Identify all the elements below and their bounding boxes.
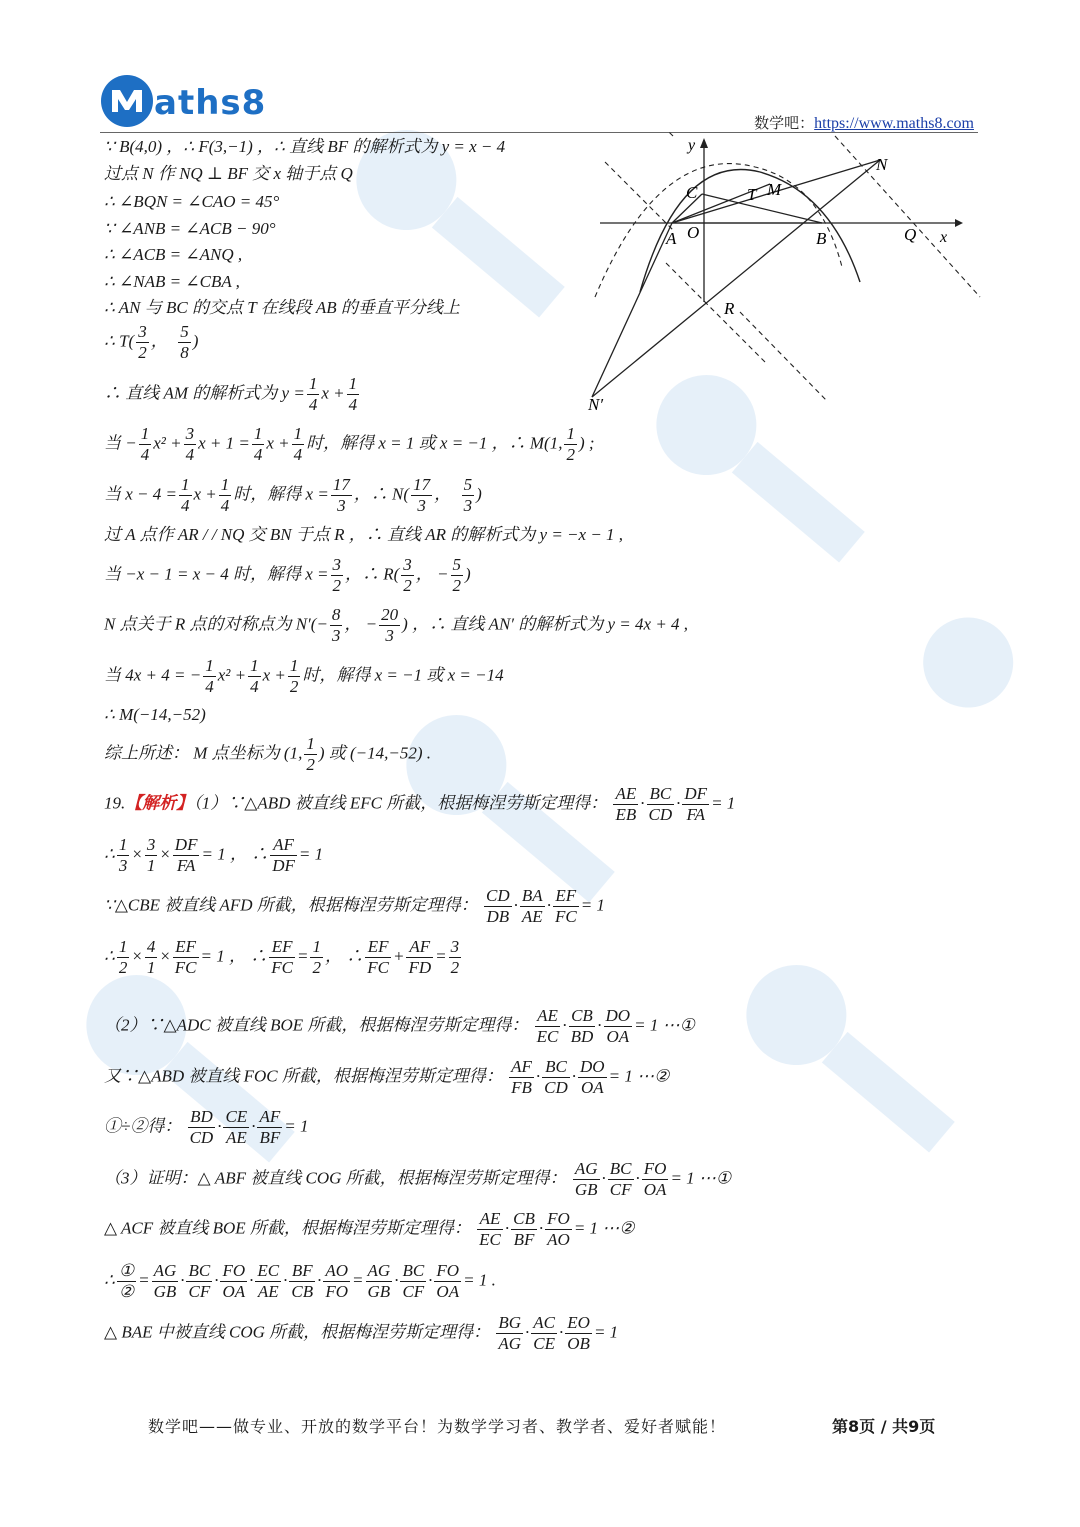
fig-label-o: O bbox=[687, 223, 700, 242]
solution-line: ①÷②得： $\frac{BD}{CD}$ · $\frac{CE}{AE}$ · $\frac{AF}{BF}$ = 1 bbox=[104, 1107, 309, 1147]
solution-line: 19.【解析】（1）∵△ABD 被直线 EFC 所截，根据梅涅劳斯定理得： $\frac{AE}{EB}$ · $\frac{BC}{CD}$ · $\frac{DF}{FA}$ = 1 bbox=[104, 784, 736, 824]
geometry-figure bbox=[580, 132, 990, 422]
solution-line: 当 x − 4 = $\frac{1}{4}$ x + $\frac{1}{4}$ 时，解得 x = $\frac{17}{3}$ ，∴ N( $\frac{17}{3}$ ， $\frac{5}{3}$ ) bbox=[104, 475, 482, 515]
svg-text:aths8: aths8 bbox=[154, 83, 267, 123]
fig-label-n-prime: N′ bbox=[588, 395, 604, 414]
solution-line: ∴ ∠NAB = ∠CBA , bbox=[104, 272, 240, 291]
fig-label-a: A bbox=[666, 229, 677, 248]
solution-line: （3）证明：△ ABF 被直线 COG 所截，根据梅涅劳斯定理得： $\frac{AG}{GB}$ · $\frac{BC}{CF}$ · $\frac{FO}{OA}$ = 1 ⋯① bbox=[104, 1159, 732, 1199]
page-number: 第8页 / 共9页 bbox=[832, 1417, 936, 1436]
solution-line: ∴ $\frac{\text{①}}{\text{②}}$ = $\frac{AG}{GB}$ · $\frac{BC}{CF}$ · $\frac{FO}{OA}$ · $\frac{EC}{AE}$ · $\frac{BF}{CB}$ · $\frac{AO}{FO}$ = $\frac{AG}{GB}$ · $\frac{BC}{CF}$ · $\frac{FO}{OA}$ = 1 . bbox=[104, 1261, 496, 1301]
fig-label-c: C bbox=[686, 183, 698, 202]
solution-line: ∵△CBE 被直线 AFD 所截，根据梅涅劳斯定理得： $\frac{CD}{DB}$ · $\frac{BA}{AE}$ · $\frac{EF}{FC}$ = 1 bbox=[104, 886, 605, 926]
solution-line: ∴ ∠BQN = ∠CAO = 45° bbox=[104, 192, 280, 211]
fig-label-n: N bbox=[876, 155, 888, 174]
solution-line: ∴ ∠ACB = ∠ANQ , bbox=[104, 245, 243, 264]
solution-line: 当 4x + 4 = − $\frac{1}{4}$ x² + $\frac{1}{4}$ x + $\frac{1}{2}$ 时，解得 x = −1 或 x = −14 bbox=[104, 656, 504, 696]
solution-line: 综上所述： M 点坐标为 (1, $\frac{1}{2}$ ) 或 (−14,−52) . bbox=[104, 734, 432, 774]
solution-line: ∴ M(−14,−52) bbox=[104, 705, 206, 724]
solution-line: ∵ B(4,0) ，∴ F(3,−1) ，∴ 直线 BF 的解析式为 y = x − 4 bbox=[104, 137, 506, 156]
analysis-tag: 【解析】 bbox=[125, 793, 194, 814]
solution-line: ∵ ∠ANB = ∠ACB − 90° bbox=[104, 219, 276, 238]
fig-label-r: R bbox=[724, 299, 735, 318]
watermark-logo bbox=[910, 600, 1080, 770]
solution-line: ∴ $\frac{1}{2}$ × $\frac{4}{1}$ × $\frac{EF}{FC}$ = 1 ， ∴ $\frac{EF}{FC}$ = $\frac{1}{2}$ ， ∴ $\frac{EF}{FC}$ + $\frac{AF}{FD}$ = $\frac{3}{2}$ bbox=[104, 937, 460, 977]
fig-label-x: x bbox=[940, 229, 948, 246]
solution-line: N 点关于 R 点的对称点为 N′(− $\frac{8}{3}$ ， − $\frac{20}{3}$ ) ，∴ 直线 AN′ 的解析式为 y = 4x + 4 , bbox=[104, 605, 689, 645]
solution-line: ∴ AN 与 BC 的交点 T 在线段 AB 的垂直平分线上 bbox=[104, 298, 460, 317]
solution-line: ∴ T( $\frac{3}{2}$ ， $\frac{5}{8}$ ) bbox=[104, 322, 199, 362]
maths8-logo bbox=[100, 74, 300, 128]
solution-line: 当 −x − 1 = x − 4 时，解得 x = $\frac{3}{2}$ ，∴ R( $\frac{3}{2}$ ， − $\frac{5}{2}$ ) bbox=[104, 555, 471, 595]
fig-label-b: B bbox=[816, 229, 827, 248]
solution-line: 过点 N 作 NQ ⊥ BF 交 x 轴于点 Q bbox=[104, 164, 353, 183]
solution-line: △ ACF 被直线 BOE 所截，根据梅涅劳斯定理得： $\frac{AE}{EC}$ · $\frac{CB}{BF}$ · $\frac{FO}{AO}$ = 1 ⋯② bbox=[104, 1209, 635, 1249]
solution-line: ∴ 直线 AM 的解析式为 y = $\frac{1}{4}$ x + $\frac{1}{4}$ bbox=[104, 374, 358, 414]
fig-label-y: y bbox=[688, 137, 696, 154]
footer-slogan: 数学吧——做专业、开放的数学平台！为数学学习者、教学者、爱好者赋能！ bbox=[148, 1417, 727, 1436]
fig-label-t: T bbox=[747, 185, 757, 204]
watermark-logo bbox=[720, 930, 980, 1190]
fig-label-m: M bbox=[767, 180, 782, 199]
site-url[interactable]: https://www.maths8.com bbox=[814, 115, 974, 132]
solution-line: ∴ $\frac{1}{3}$ × $\frac{3}{1}$ × $\frac{DF}{FA}$ = 1 ， ∴ $\frac{AF}{DF}$ = 1 bbox=[104, 835, 324, 875]
solution-line: △ BAE 中被直线 COG 所截，根据梅涅劳斯定理得： $\frac{BG}{AG}$ · $\frac{AC}{CE}$ · $\frac{EO}{OB}$ = 1 bbox=[104, 1313, 619, 1353]
site-link[interactable]: 数学吧：https://www.maths8.com bbox=[754, 114, 974, 132]
solution-line: 又∵△ABD 被直线 FOC 所截，根据梅涅劳斯定理得： $\frac{AF}{FB}$ · $\frac{BC}{CD}$ · $\frac{DO}{OA}$ = 1 ⋯② bbox=[104, 1057, 670, 1097]
fig-label-q: Q bbox=[904, 225, 917, 244]
solution-line: 当 − $\frac{1}{4}$ x² + $\frac{3}{4}$ x + 1 = $\frac{1}{4}$ x + $\frac{1}{4}$ 时，解得 x = 1 或 x = −1 ，∴ M(1, $\frac{1}{2}$ ) ; bbox=[104, 424, 595, 464]
solution-line: （2）∵△ADC 被直线 BOE 所截，根据梅涅劳斯定理得： $\frac{AE}{EC}$ · $\frac{CB}{BD}$ · $\frac{DO}{OA}$ = 1 ⋯① bbox=[104, 1006, 695, 1046]
solution-line: 过 A 点作 AR / / NQ 交 BN 于点 R ，∴ 直线 AR 的解析式为 y = −x − 1 , bbox=[104, 525, 624, 544]
